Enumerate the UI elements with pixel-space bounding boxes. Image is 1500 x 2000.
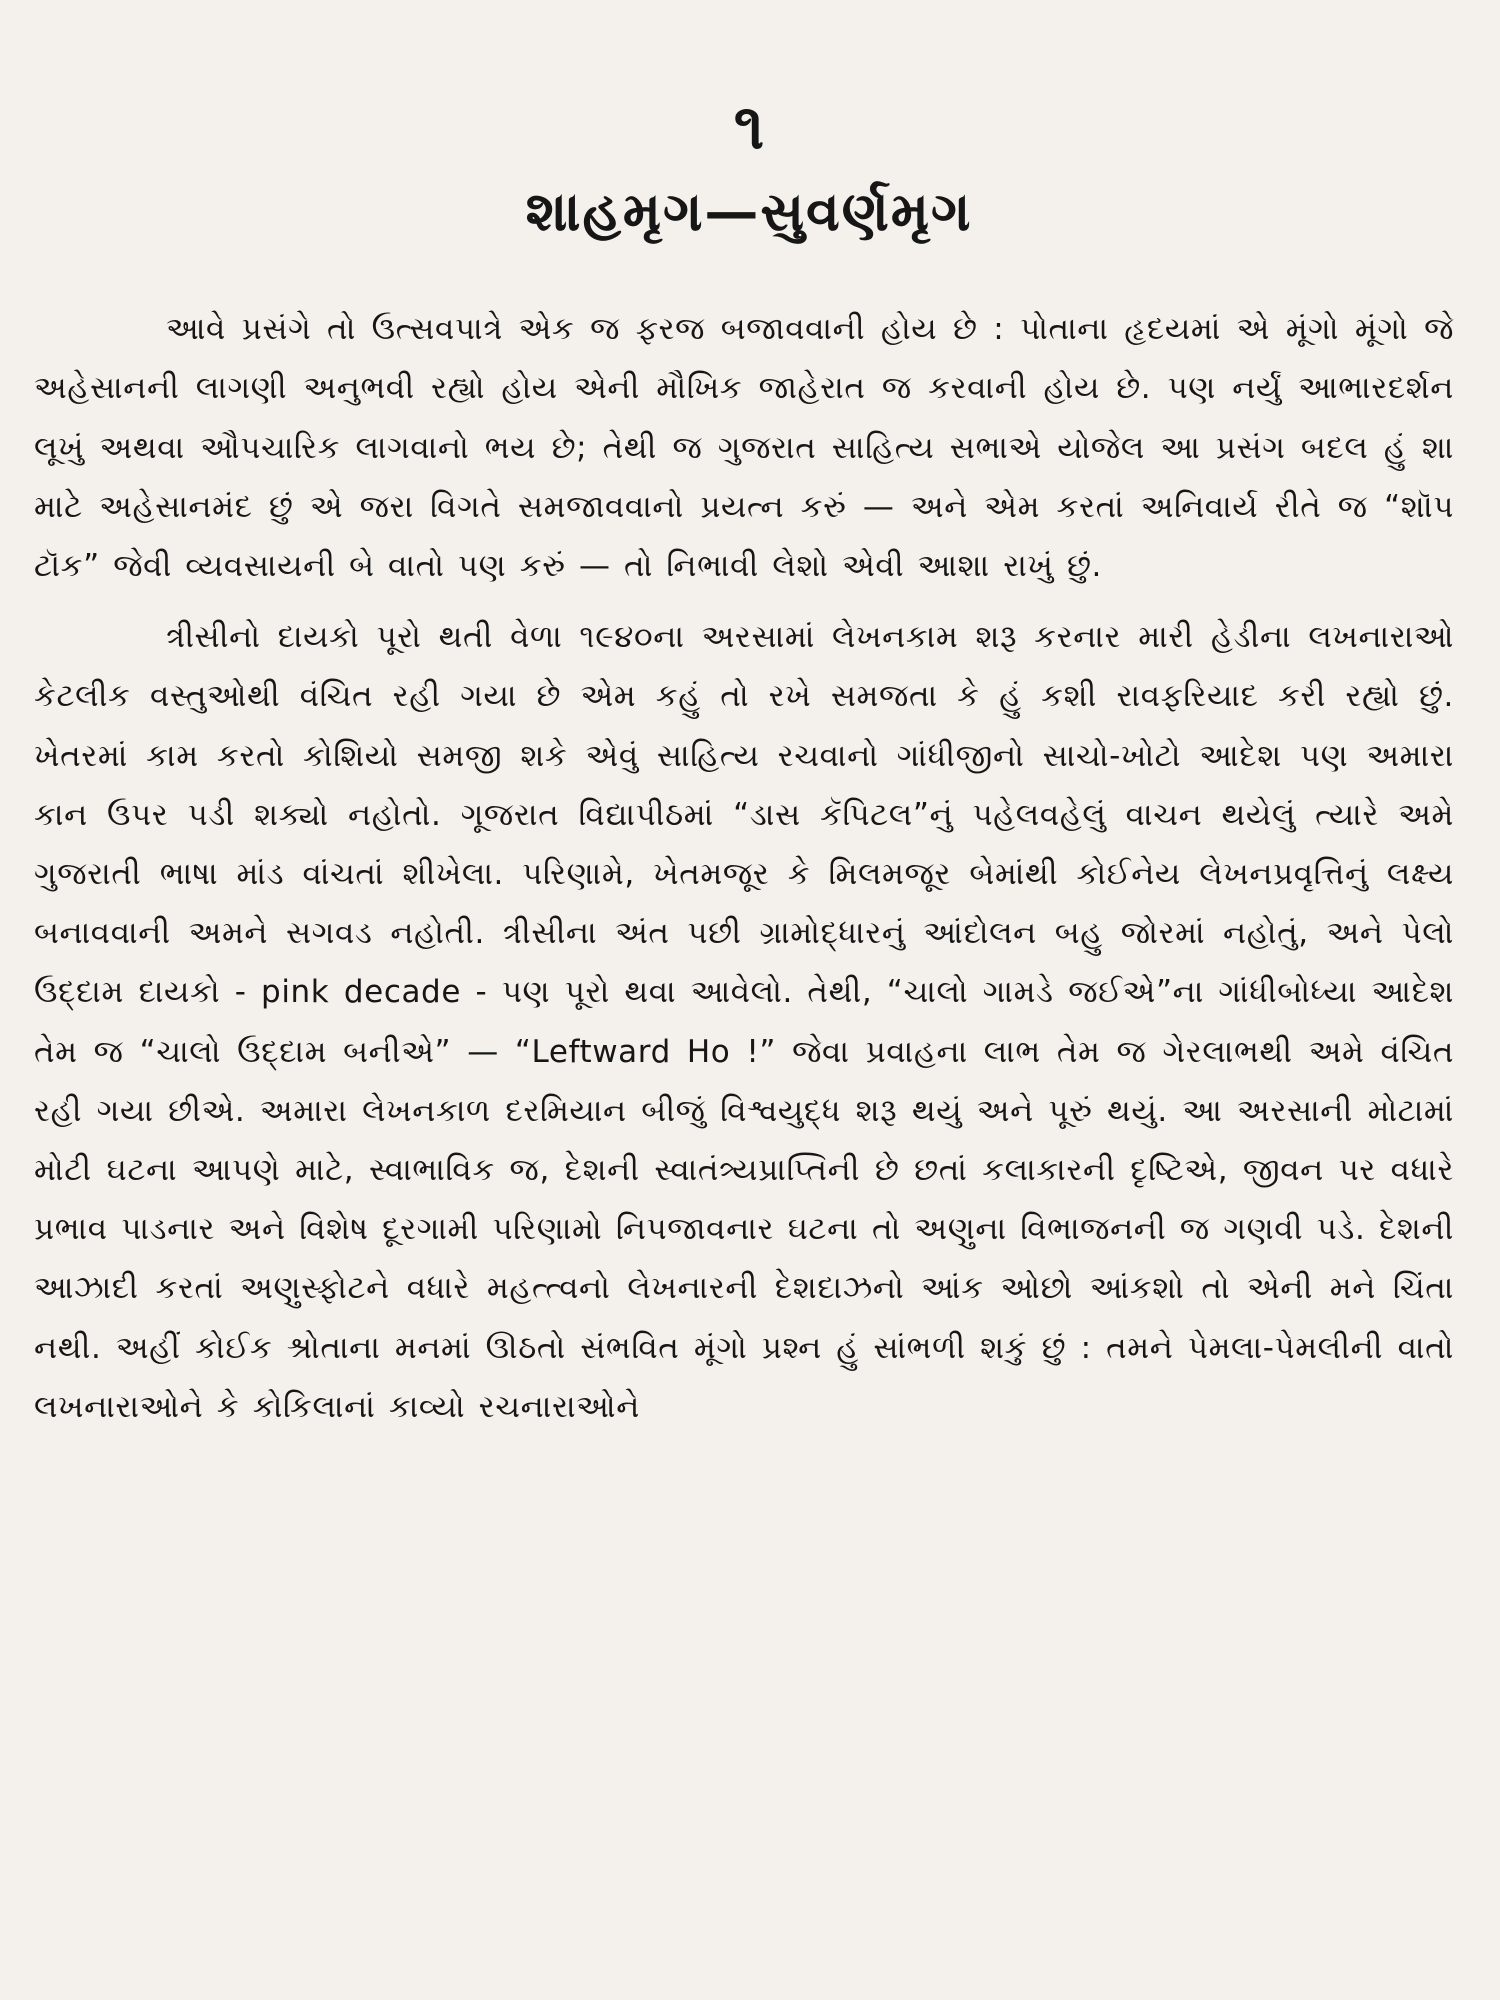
paragraph: ત્રીસીનો દાયકો પૂરો થતી વેળા ૧૯૪૦ના અરસામાં લેખનકામ શરૂ કરનાર મારી હેડીના લખનારાઓ કેટલીક વસ્તુઓથી વંચિત રહી ગયા છે એમ કહું તો રખે સમજતા કે હું કશી રાવફરિયાદ કરી રહ્યો છું. ખેતરમાં કામ કરતો કોશિયો સમજી શકે એવું સાહિત્ય રચવાનો ગાંધીજીનો સાચો-ખોટો આદેશ પણ અમારા કાન ઉપર પડી શક્યો નહોતો. ગૂજરાત વિદ્યાપીઠમાં “ડાસ કૅપિટલ”નું પહેલવહેલું વાચન થયેલું ત્યારે અમે ગુજરાતી ભાષા માંડ વાંચતાં શીખેલા. પરિણામે, ખેતમજૂર કે મિલમજૂર બેમાંથી કોઈનેય લેખનપ્રવૃત્તિનું લક્ષ્ય બનાવવાની અમને સગવડ નહોતી. ત્રીસીના અંત પછી ગ્રામોદ્ધારનું આંદોલન બહુ જોરમાં નહોતું, અને પેલો ઉદ્દામ દાયકો - pink decade - પણ પૂરો થવા આવેલો. તેથી, “ચાલો ગામડે જઈએ”ના ગાંધીબોધ્યા આદેશ તેમ જ “ચાલો ઉદ્દામ બનીએ” — “Leftward Ho !” જેવા પ્રવાહના લાભ તેમ જ ગેરલાભથી અમે વંચિત રહી ગયા છીએ. અમારા લેખનકાળ દરમિયાન બીજું વિશ્વયુદ્ધ શરૂ થયું અને પૂરું થયું. આ અરસાની મોટામાં મોટી ઘટના આપણે માટે, સ્વાભાવિક જ, દેશની સ્વાતંત્ર્યપ્રાપ્તિની છે છતાં કલાકારની દૃષ્ટિએ, જીવન પર વધારે પ્રભાવ પાડનાર અને વિશેષ દૂરગામી પરિણામો નિપજાવનાર ઘટના તો અણુના વિભાજનની જ ગણવી પડે. દેશની આઝાદી કરતાં અણુસ્ફોટને વધારે મહત્ત્વનો લેખનારની દેશદાઝનો આંક ઓછો આંકશો તો એની મને ચિંતા નથી. અહીં કોઈક શ્રોતાના મનમાં ઊઠતો સંભવિત મૂંગો પ્રશ્ન હું સાંભળી શકું છું : તમને પેમલા-પેમલીની વાતો લખનારાઓને કે કોકિલાનાં કાવ્યો રચનારાઓને xyxy=(34,619,1455,1425)
paragraph: આવે પ્રસંગે તો ઉત્સવપાત્રે એક જ ફરજ બજાવવાની હોય છે : પોતાના હૃદયમાં એ મૂંગો મૂંગો જે અહેસાનની લાગણી અનુભવી રહ્યો હોય એની મૌખિક જાહેરાત જ કરવાની હોય છે. પણ નર્યું આભારદર્શન લૂખું અથવા ઔપચારિક લાગવાનો ભય છે; તેથી જ ગુજરાત સાહિત્ય સભાએ યોજેલ આ પ્રસંગ બદલ હું શા માટે અહેસાનમંદ છું એ જરા વિગતે સમજાવવાનો પ્રયત્ન કરું — અને એમ કરતાં અનિવાર્ય રીતે જ “શૉપ ટૉક” જેવી વ્યવસાયની બે વાતો પણ કરું — તો નિભાવી લેશો એવી આશા રાખું છું. xyxy=(34,311,1454,584)
chapter-title: શાહમૃગ—સુવર્ણમૃગ xyxy=(525,179,973,243)
chapter-number: ૧ xyxy=(733,90,765,163)
chapter-body xyxy=(34,300,1454,1437)
